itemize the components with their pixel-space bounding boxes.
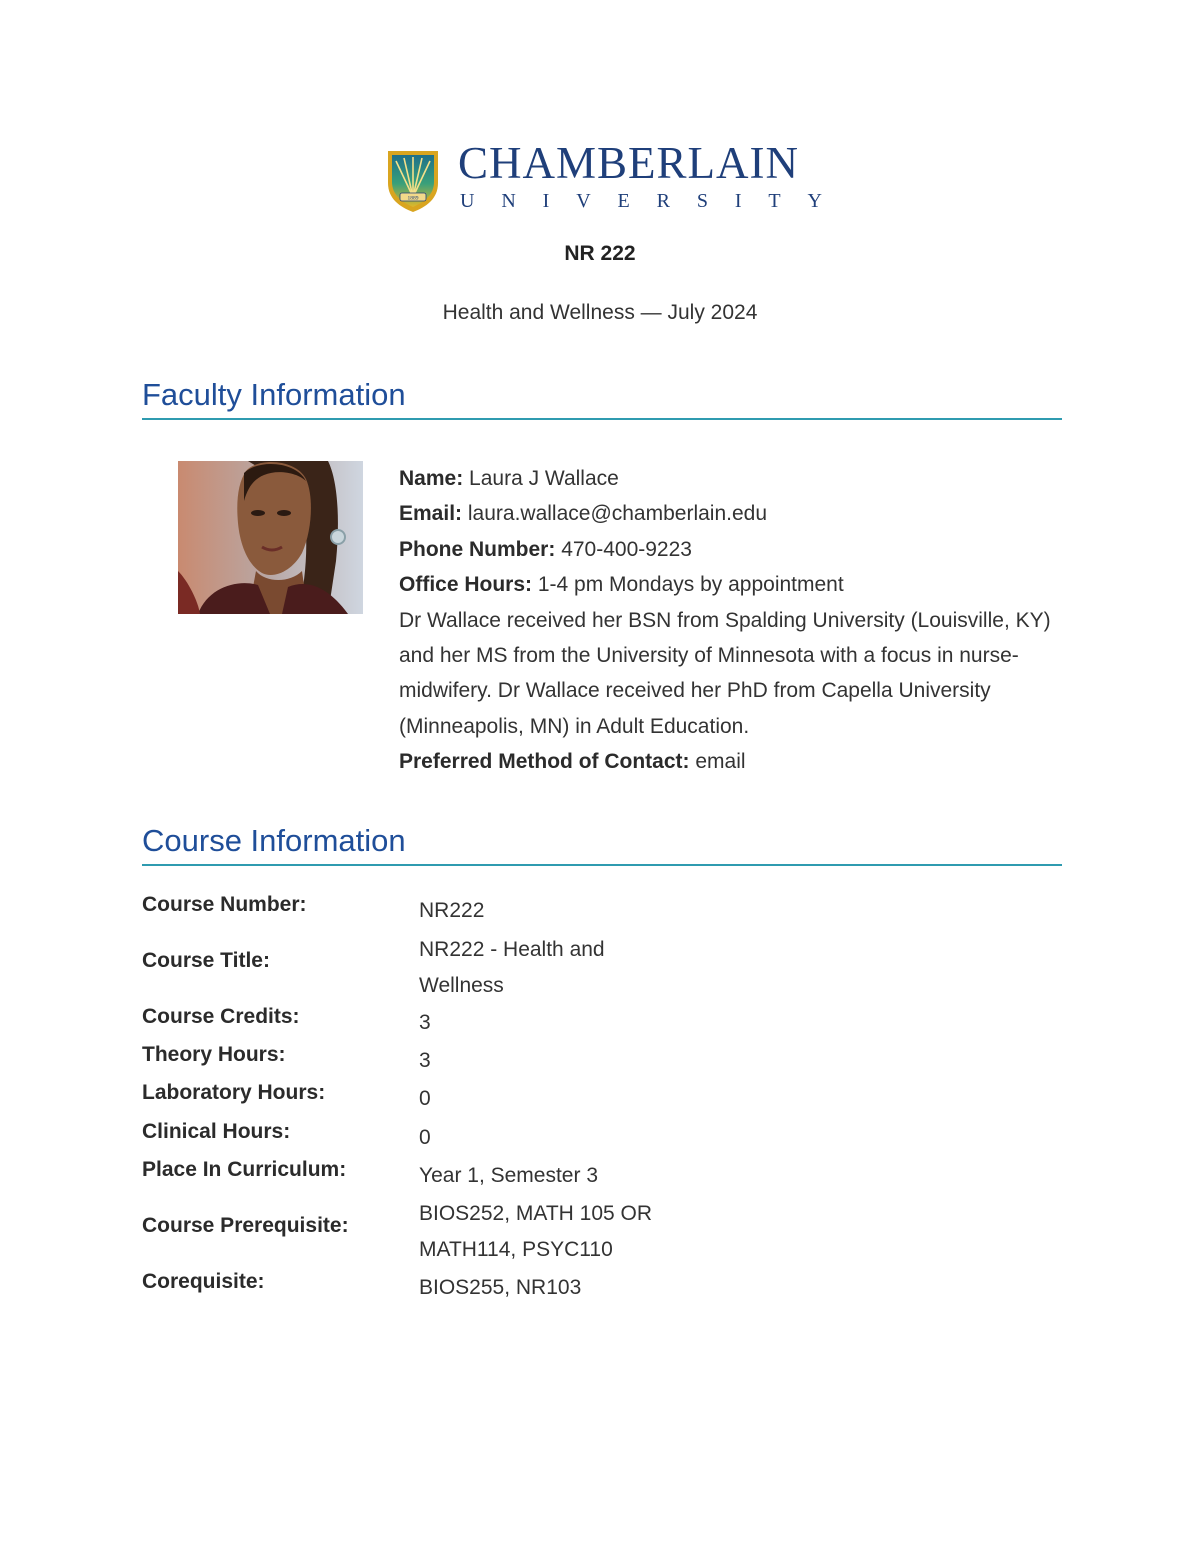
contact-label: Preferred Method of Contact: bbox=[399, 750, 690, 774]
faculty-contact-line bbox=[399, 744, 1059, 779]
course-credits-label: Course Credits: bbox=[142, 1005, 300, 1028]
faculty-heading: Faculty Information bbox=[142, 376, 1062, 420]
faculty-email[interactable]: laura.wallace@chamberlain.edu bbox=[467, 502, 768, 526]
theory-hours-label: Theory Hours: bbox=[142, 1043, 286, 1066]
curriculum-label: Place In Curriculum: bbox=[142, 1158, 347, 1181]
curriculum-value: Year 1, Semester 3 bbox=[419, 1164, 598, 1187]
course-title-value: NR222 - Health and Wellness bbox=[419, 938, 605, 997]
faculty-name-line bbox=[399, 461, 1059, 496]
course-subtitle: Health and Wellness — July 2024 bbox=[442, 301, 758, 324]
prerequisite-value: BIOS252, MATH 105 OR MATH114, PSYC110 bbox=[419, 1202, 653, 1261]
course-title-label: Course Title: bbox=[142, 949, 270, 972]
logo-subword-letter: I bbox=[542, 190, 550, 212]
faculty-details bbox=[399, 461, 1059, 780]
course-number-value: NR222 bbox=[419, 899, 485, 922]
corequisite-label: Corequisite: bbox=[142, 1270, 265, 1293]
office-hours-label: Office Hours: bbox=[399, 573, 533, 597]
email-label: Email: bbox=[399, 502, 463, 526]
logo-subword-letter: S bbox=[696, 190, 708, 212]
seal-year: 1889 bbox=[407, 195, 419, 202]
university-logo bbox=[386, 138, 826, 215]
prerequisite-label: Course Prerequisite: bbox=[142, 1214, 349, 1237]
logo-subword-letter: R bbox=[656, 190, 670, 212]
faculty-phone-line bbox=[399, 532, 1059, 567]
logo-subword-letter: Y bbox=[807, 190, 822, 212]
lab-hours-label: Laboratory Hours: bbox=[142, 1081, 326, 1104]
university-shield-icon bbox=[386, 149, 440, 213]
faculty-phone: 470-400-9223 bbox=[561, 537, 692, 561]
logo-subword-letter: I bbox=[734, 190, 742, 212]
logo-subword bbox=[460, 191, 822, 211]
logo-subword-letter: V bbox=[576, 190, 591, 212]
corequisite-value: BIOS255, NR103 bbox=[419, 1276, 582, 1299]
course-number-label: Course Number: bbox=[142, 893, 307, 916]
faculty-photo bbox=[178, 461, 363, 614]
name-label: Name: bbox=[399, 467, 464, 490]
faculty-bio: Dr Wallace received her BSN from Spalding University (Louisville, KY) and her MS from the University of Minnesota with a focus in nurse-midwifery. Dr Wallace received her PhD from Capella University (Minneapolis, MN) in Adult Education. bbox=[399, 608, 1051, 738]
faculty-portrait-image bbox=[178, 461, 363, 614]
clinical-hours-label: Clinical Hours: bbox=[142, 1120, 291, 1143]
logo-wordmark: CHAMBERLAIN bbox=[458, 138, 800, 188]
faculty-email-line bbox=[399, 496, 1059, 531]
logo-subword-letter: T bbox=[768, 190, 781, 212]
faculty-name: Laura J Wallace bbox=[469, 467, 619, 490]
logo-subword-letter: U bbox=[460, 190, 475, 212]
clinical-hours-value: 0 bbox=[419, 1126, 431, 1149]
theory-hours-value: 3 bbox=[419, 1049, 431, 1072]
preferred-contact: email bbox=[695, 750, 746, 774]
course-heading: Course Information bbox=[142, 822, 1062, 866]
logo-subword-letter: N bbox=[501, 190, 516, 212]
logo-subword-letter: E bbox=[617, 190, 630, 212]
course-code-title: NR 222 bbox=[564, 242, 636, 265]
lab-hours-value: 0 bbox=[419, 1087, 431, 1110]
faculty-hours-line bbox=[399, 567, 1059, 602]
phone-label: Phone Number: bbox=[399, 537, 556, 561]
course-credits-value: 3 bbox=[419, 1011, 431, 1034]
office-hours: 1-4 pm Mondays by appointment bbox=[537, 573, 844, 597]
